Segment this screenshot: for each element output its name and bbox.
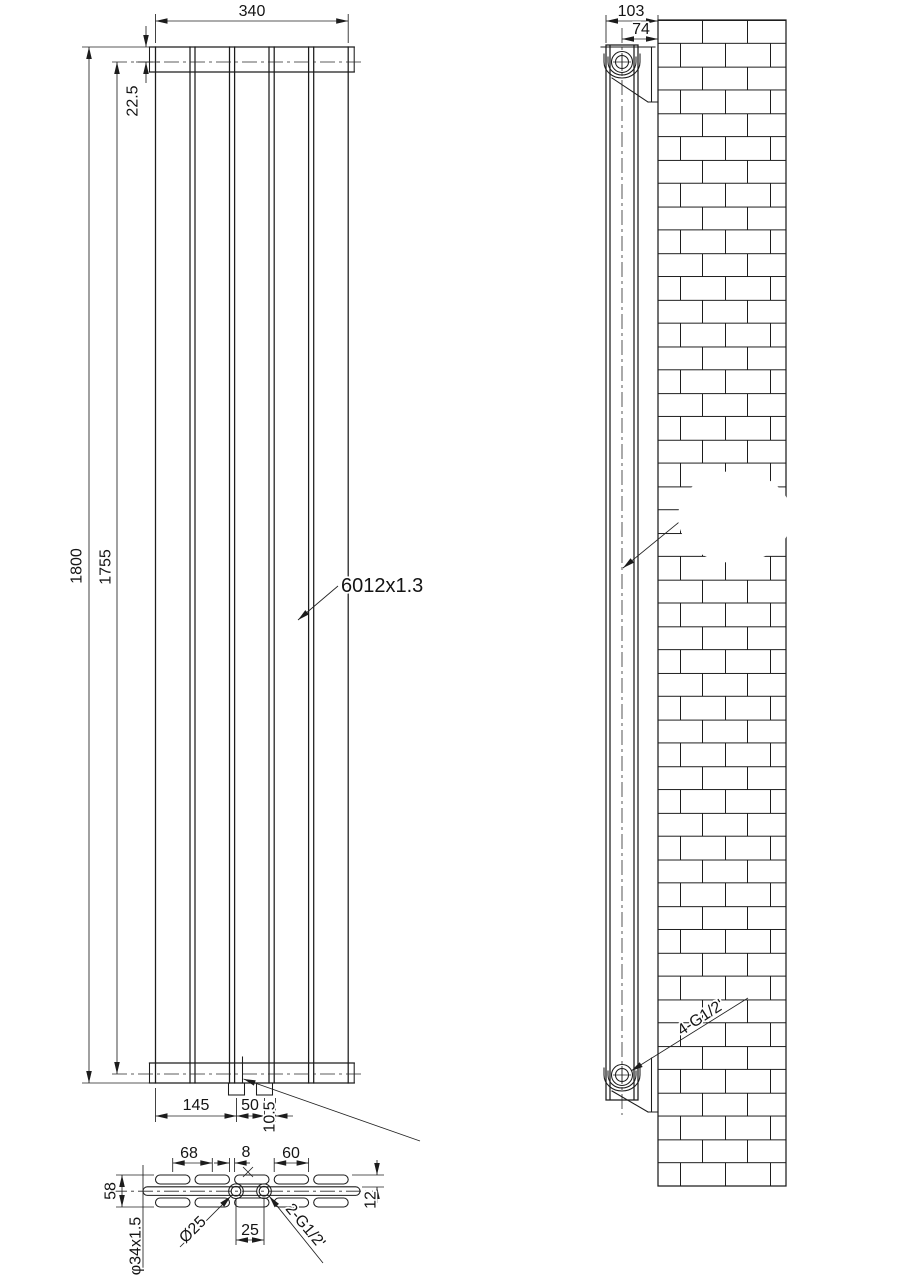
dim-50-label: 50 <box>241 1097 259 1114</box>
connection-4g-label: 4-G1/2' <box>674 996 728 1040</box>
dim-8-label: 8 <box>241 1144 251 1161</box>
section-panel-row-bottom <box>156 1198 349 1207</box>
dim-1800-label: 1800 <box>68 548 86 584</box>
model-label: 6012x1.3 <box>341 575 424 597</box>
dim-74-label: 74 <box>632 21 650 38</box>
dim-68-label: 68 <box>180 1145 198 1162</box>
side-view <box>601 3 792 1186</box>
model-leader-line <box>298 586 338 620</box>
bottom-stub-left <box>229 1083 245 1095</box>
dim-12-label: 12 <box>362 1191 380 1209</box>
dim-340-label: 340 <box>238 3 266 20</box>
dim-60-label: 60 <box>282 1145 300 1162</box>
dim-1800-extensions <box>82 47 150 1083</box>
dim-58-label: 58 <box>102 1182 120 1200</box>
dim-25-label: 25 <box>241 1222 259 1239</box>
watermark-wash-side <box>678 471 792 563</box>
front-panels-outline <box>156 47 349 1083</box>
dim-22-5-label: 22.5 <box>124 85 142 117</box>
bottom-wall-bracket <box>604 1058 658 1112</box>
watermark-wash-front <box>343 1090 437 1122</box>
pipe-diameter-label: Ø25 <box>176 1213 210 1247</box>
dim-103-label: 103 <box>617 3 645 20</box>
collector-tube-label: φ34x1.5 <box>127 1216 145 1276</box>
section-view <box>103 1144 385 1275</box>
connection-2g-label: 2-G1/2' <box>281 1200 329 1252</box>
dim-10-5-label: 10.5 <box>261 1101 279 1133</box>
collector-end-caps <box>150 47 355 1083</box>
dim-145-label: 145 <box>182 1097 210 1114</box>
front-collectors-outline <box>150 47 355 1083</box>
dim-1755-label: 1755 <box>97 549 115 585</box>
dim-8-extensions <box>230 1158 235 1172</box>
dim-12-extensions <box>352 1175 384 1187</box>
front-view <box>69 3 424 1141</box>
